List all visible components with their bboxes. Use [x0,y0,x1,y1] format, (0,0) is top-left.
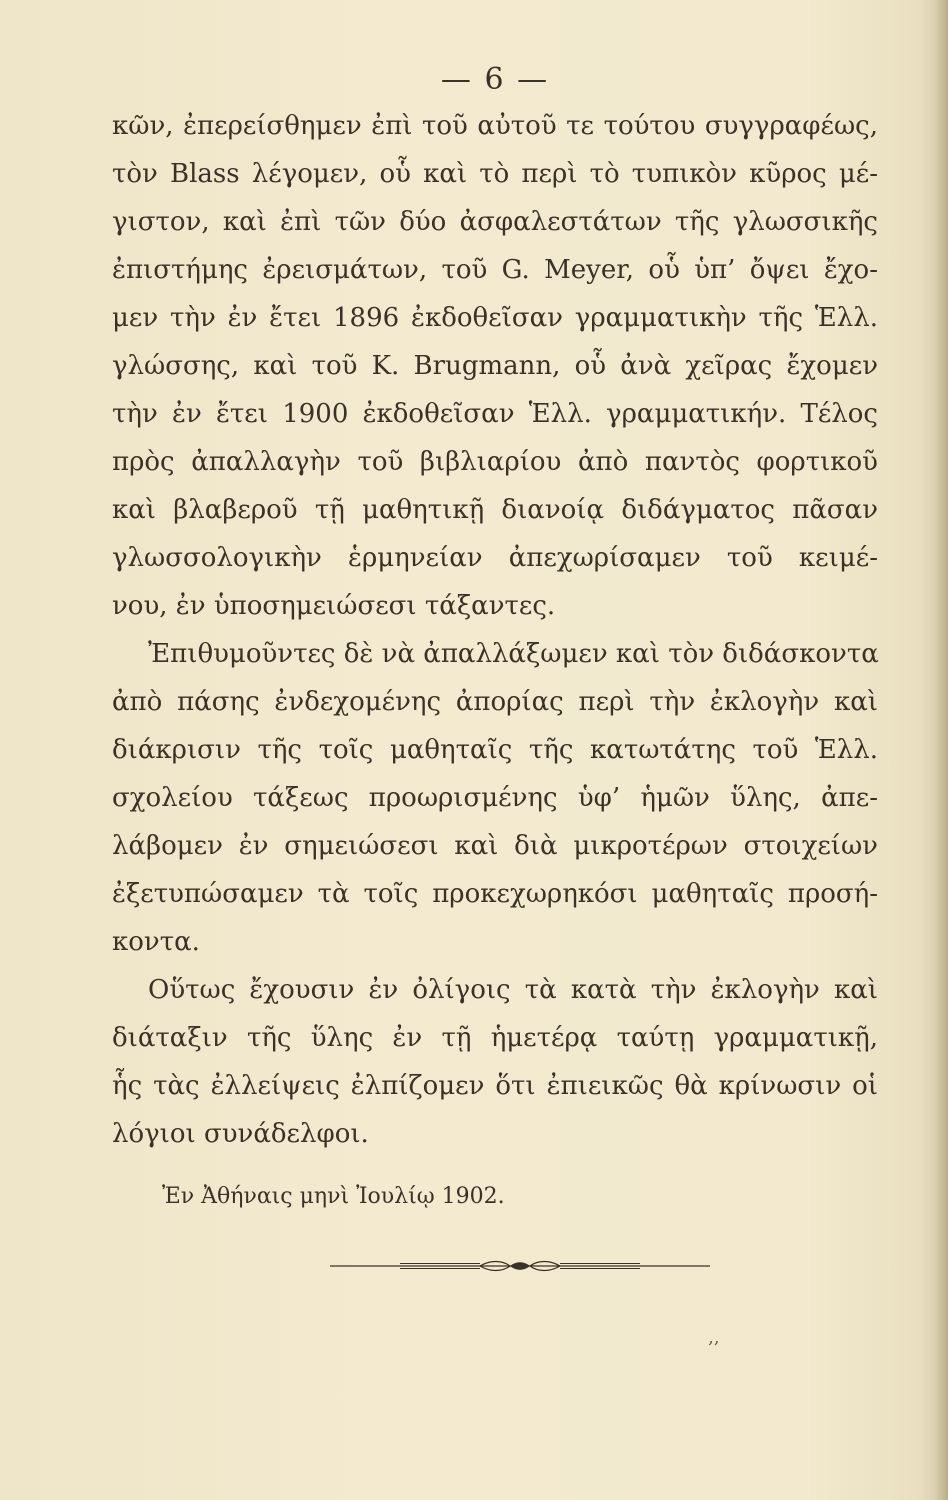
text-line: ἧς τὰς ἐλλείψεις ἐλπίζομεν ὅτι ἐπιεικῶς θὰ κρίνωσιν οἱ [112,1071,878,1101]
text-line: νου, ἐν ὑποσημειώσεσι τάξαντες. [112,591,556,621]
text-line: λάβομεν ἐν σημειώσεσι καὶ διὰ μικροτέρων στοιχείων [112,831,878,861]
text-line: γλωσσολογικὴν ἑρμηνείαν ἀπεχωρίσαμεν τοῦ κειμέ- [112,543,878,573]
text-line: γλώσσης, καὶ τοῦ K. Brugmann, οὗ ἀνὰ χεῖρας ἔχομεν [112,351,878,381]
text-line: λόγιοι συνάδελφοι. [112,1119,369,1149]
paragraph-start-line: Οὕτως ἔχουσιν ἐν ὀλίγοις τὰ κατὰ τὴν ἐκλογὴν καὶ [148,975,878,1005]
text-line: σχολείου τάξεως προωρισμένης ὑφ’ ἡμῶν ὕλης, ἀπε- [112,783,878,813]
text-line: κῶν, ἐπερείσθημεν ἐπὶ τοῦ αὐτοῦ τε τούτου συγγραφέως, [112,111,878,141]
text-line: ἐξετυπώσαμεν τὰ τοῖς προκεχωρηκόσι μαθηταῖς προσή- [112,879,878,909]
text-line: διάκρισιν τῆς τοῖς μαθηταῖς τῆς κατωτάτης τοῦ Ἑλλ. [112,735,878,765]
place-date-signature: Ἐν Ἀθήναις μηνὶ Ἰουλίῳ 1902. [162,1184,505,1209]
text-line: πρὸς ἀπαλλαγὴν τοῦ βιβλιαρίου ἀπὸ παντὸς φορτικοῦ [112,447,878,477]
text-line: καὶ βλαβεροῦ τῇ μαθητικῇ διανοίᾳ διδάγματος πᾶσαν [112,495,878,525]
page-number: — 6 — [440,62,550,97]
text-line: ἀπὸ πάσης ἐνδεχομένης ἀπορίας περὶ τὴν ἐκλογὴν καὶ [112,687,878,717]
text-line: διάταξιν τῆς ὕλης ἐν τῇ ἡμετέρᾳ ταύτῃ γραμματικῇ, [112,1023,878,1053]
page-edge [934,0,948,1500]
text-line: μεν τὴν ἐν ἔτει 1896 ἐκδοθεῖσαν γραμματικὴν τῆς Ἑλλ. [112,303,878,333]
text-line: ἐπιστήμης ἐρεισμάτων, τοῦ G. Meyer, οὗ ὑπ’ ὄψει ἔχο- [112,255,878,285]
paragraph-start-line: Ἐπιθυμοῦντες δὲ νὰ ἀπαλλάξωμεν καὶ τὸν διδάσκοντα [148,639,879,669]
text-line: τὸν Blass λέγομεν, οὗ καὶ τὸ περὶ τὸ τυπικὸν κῦρος μέ- [112,159,878,189]
text-line: τὴν ἐν ἔτει 1900 ἐκδοθεῖσαν Ἑλλ. γραμματικήν. Τέλος [112,399,878,429]
text-line: γιστον, καὶ ἐπὶ τῶν δύο ἀσφαλεστάτων τῆς γλωσσικῆς [112,207,878,237]
ornament-divider [330,1260,710,1272]
text-line: κοντα. [112,927,200,957]
stray-mark: ‚‚ [708,1327,720,1348]
